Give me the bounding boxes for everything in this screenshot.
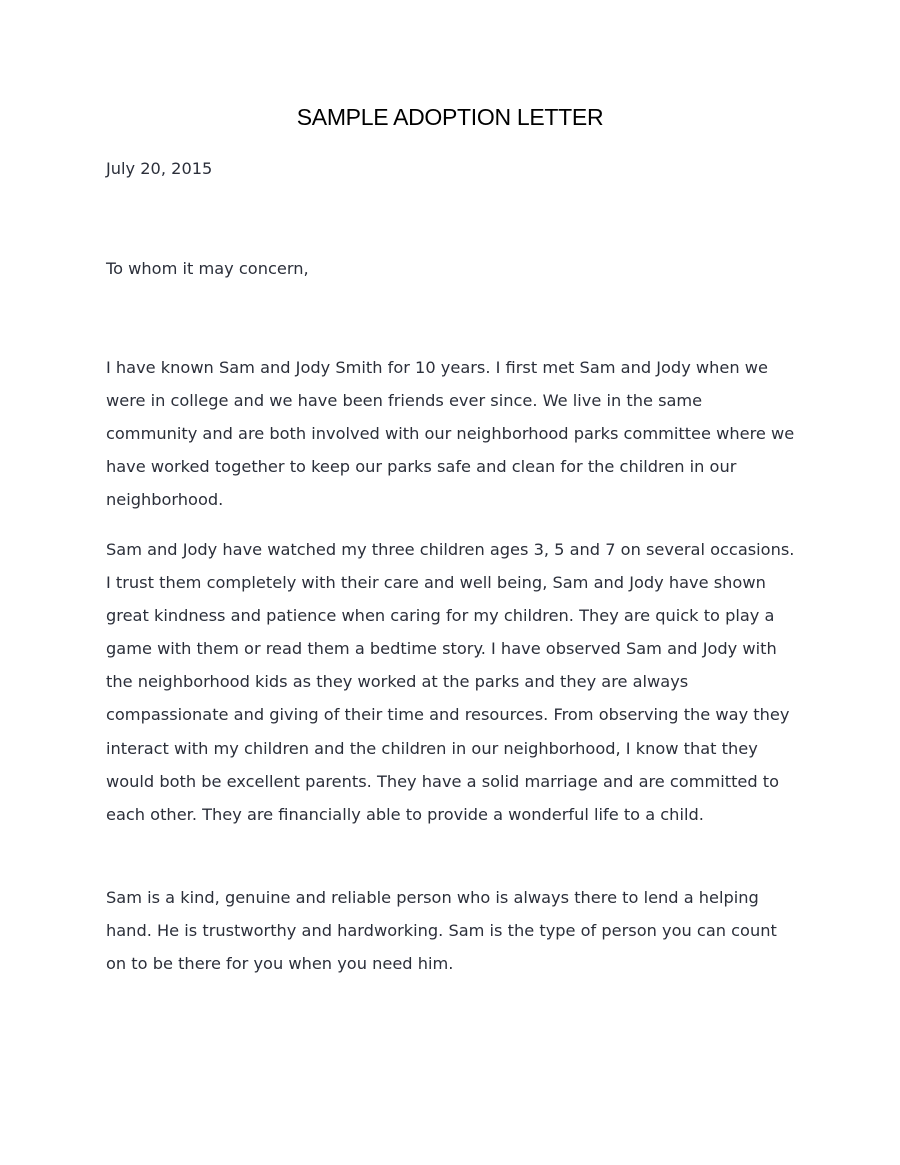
letter-date: July 20, 2015 bbox=[106, 159, 213, 178]
letter-paragraph-2: Sam and Jody have watched my three children ages 3, 5 and 7 on several occasions. I trust them completely with their care and well being, Sam and Jody have shown great kindness and patience when caring for my children. They are quick to play a game with them or read them a bedtime story. I have observed Sam and Jody with the neighborhood kids as they worked at the parks and they are always compassionate and giving of their time and resources. From observing the way they interact with my children and the children in our neighborhood, I know that they would both be excellent parents. They have a solid marriage and are committed to each other. They are financially able to provide a wonderful life to a child. bbox=[106, 540, 795, 824]
letter-paragraph-3: Sam is a kind, genuine and reliable person who is always there to lend a helping hand. He is trustworthy and hardworking. Sam is the type of person you can count on to be there for you when you need him. bbox=[106, 888, 777, 974]
letter-salutation: To whom it may concern, bbox=[106, 259, 309, 278]
letter-title: SAMPLE ADOPTION LETTER bbox=[296, 104, 604, 130]
letter-paragraph-1: I have known Sam and Jody Smith for 10 years. I first met Sam and Jody when we were in college and we have been friends ever since. We live in the same community and are both involved with our neighborhood parks committee where we have worked together to keep our parks safe and clean for the children in our neighborhood. bbox=[106, 358, 795, 510]
